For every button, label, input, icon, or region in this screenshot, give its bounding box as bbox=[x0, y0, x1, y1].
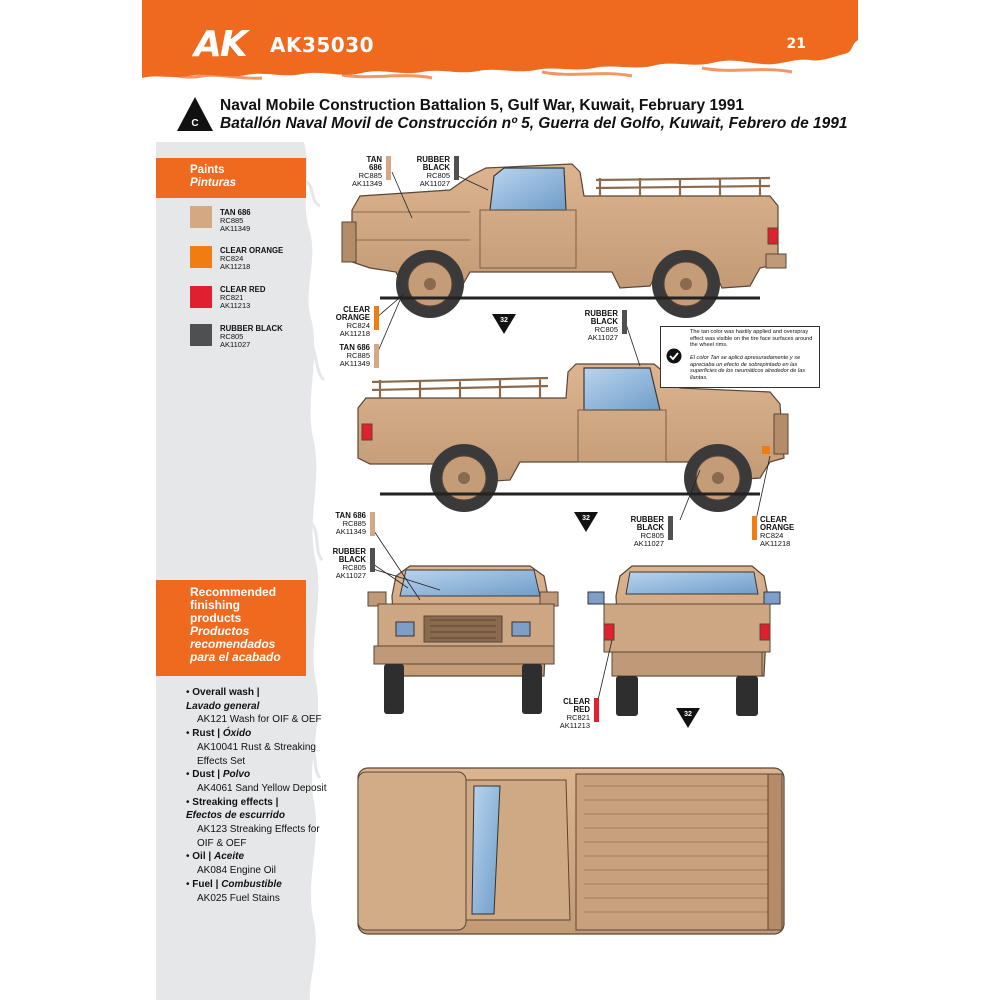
callout-tan-3: TAN 686 RC885 AK11349 bbox=[335, 511, 366, 536]
note-text-en: The tan color was hastily applied and overspray effect was visible on the tire face surfaces around the wheel rims. bbox=[690, 329, 813, 349]
view-marker-2 bbox=[574, 512, 598, 532]
callout-bar-clear-orange-2 bbox=[752, 516, 757, 540]
callout-bar-tan-1 bbox=[386, 156, 391, 180]
page-number: 21 bbox=[786, 36, 806, 52]
truck-front-view bbox=[368, 566, 558, 714]
callout-rubber-black-1: RUBBER BLACK RC805 AK11027 bbox=[416, 155, 450, 188]
callout-bar-rubber-black-3 bbox=[668, 516, 673, 540]
brand-logo: AK bbox=[194, 24, 246, 65]
view-marker-1 bbox=[492, 314, 516, 334]
callout-rubber-black-3: RUBBER BLACK RC805 AK11027 bbox=[630, 515, 664, 548]
callout-bar-rubber-black-4 bbox=[370, 548, 375, 572]
product-group-oil: • Oil | Aceite bbox=[186, 851, 244, 863]
product-group-rust: • Rust | Óxido bbox=[186, 728, 252, 740]
svg-text:32: 32 bbox=[684, 711, 692, 718]
finishing-products-list: • Overall wash | Lavado general AK121 Wash for OIF & OEF • Rust | Óxido AK10041 Rust & Streaking Effects Set • Dust | Polvo AK4061 Sand Yellow Deposit • Streaking effects | Efectos de escurrido AK123 Streaking Effects for OIF & OEF • Oil | Aceite AK084 Engine Oil • Fuel | Combustible AK025 Fuel Stains bbox=[186, 686, 346, 905]
scheme-badge-letter: C bbox=[191, 118, 199, 129]
page-title-es: Batallón Naval Movil de Construcción nº 5, Guerra del Golfo, Kuwait, Febrero de 1991 bbox=[220, 115, 848, 132]
svg-text:32: 32 bbox=[500, 317, 508, 324]
paints-heading-es: Pinturas bbox=[190, 177, 237, 189]
check-icon bbox=[666, 348, 682, 364]
callout-bar-rubber-black-2 bbox=[622, 310, 627, 334]
product-group-dust: • Dust | Polvo bbox=[186, 769, 251, 781]
paints-heading-en: Paints bbox=[190, 164, 225, 176]
paint-label-tan: TAN 686 RC885 AK11349 bbox=[220, 208, 251, 233]
product-group-wash: • Overall wash | bbox=[186, 687, 260, 698]
truck-rear-view bbox=[588, 566, 780, 716]
callout-tan-1: TAN 686 RC885 AK11349 bbox=[352, 155, 383, 188]
truck-top-view bbox=[358, 768, 784, 934]
paint-label-clear-red: CLEAR RED RC821 AK11213 bbox=[220, 285, 266, 310]
callout-bar-clear-orange-1 bbox=[374, 306, 379, 330]
paint-label-clear-orange: CLEAR ORANGE RC824 AK11218 bbox=[220, 246, 284, 271]
callout-clear-orange-2: CLEAR ORANGE RC824 AK11218 bbox=[760, 515, 795, 548]
product-group-fuel: • Fuel | Combustible bbox=[186, 878, 282, 890]
callout-bar-tan-2 bbox=[374, 344, 379, 368]
svg-text:32: 32 bbox=[582, 515, 590, 522]
callout-clear-red: CLEAR RED RC821 AK11213 bbox=[559, 697, 590, 730]
callout-bar-clear-red bbox=[594, 698, 599, 722]
callout-rubber-black-4: RUBBER BLACK RC805 AK11027 bbox=[332, 547, 366, 580]
paint-label-rubber-black: RUBBER BLACK RC805 AK11027 bbox=[220, 324, 283, 349]
finishing-heading: Recommended finishing products Productos recomendados para el acabado bbox=[156, 580, 306, 676]
product-group-streaking: • Streaking effects | bbox=[186, 796, 279, 808]
callout-clear-orange-1: CLEAR ORANGE RC824 AK11218 bbox=[335, 305, 370, 338]
callout-rubber-black-2: RUBBER BLACK RC805 AK11027 bbox=[584, 309, 618, 342]
callout-tan-2: TAN 686 RC885 AK11349 bbox=[339, 343, 370, 368]
callout-bar-tan-3 bbox=[370, 512, 375, 536]
callout-bar-rubber-black-1 bbox=[454, 156, 459, 180]
note-text-es: El color Tan se aplicó apresuradamente y se apreciaba un efecto de sobrepintado en las superficies de los neumáticos alrededor de las llantas. bbox=[690, 355, 806, 381]
page-title-en: Naval Mobile Construction Battalion 5, Gulf War, Kuwait, February 1991 bbox=[220, 97, 744, 114]
product-code: AK35030 bbox=[270, 33, 375, 57]
view-marker-3 bbox=[676, 708, 700, 728]
